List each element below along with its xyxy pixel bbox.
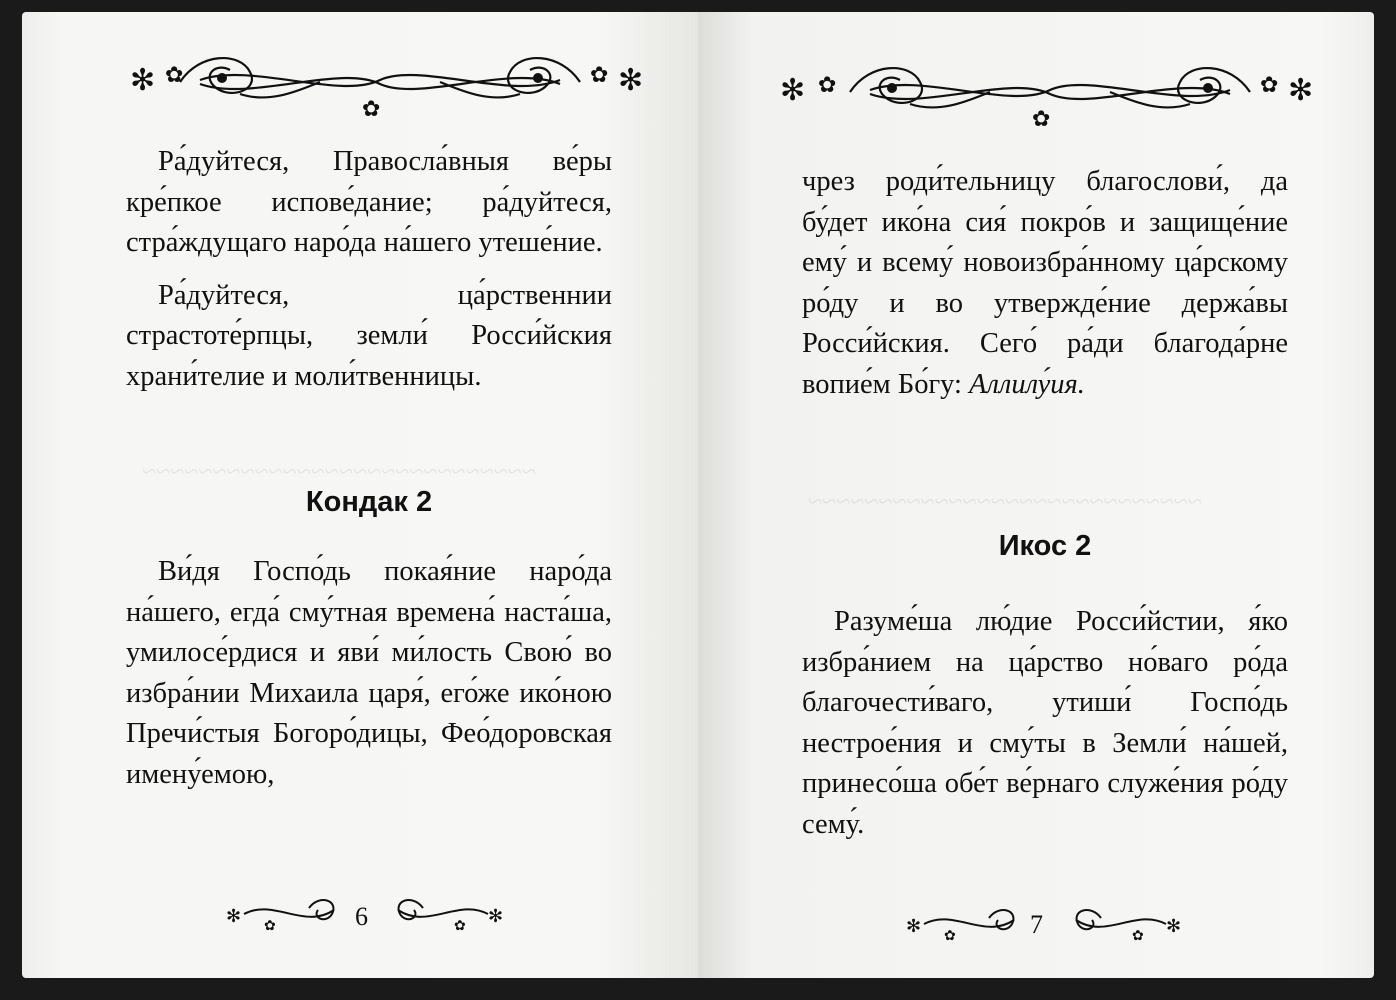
bleed-through-text: ~~~~~~~~~~~~~~~~~~~~~~~~~~~~ (142, 457, 536, 486)
left-paragraph-2: Ра́дуйтеся, ца́рственнии страстоте́рпцы, земли́ Росси́йския храни́телие и моли́твенницы. (126, 279, 612, 392)
svg-text:✿: ✿ (1132, 928, 1144, 944)
left-text-block-2 (126, 552, 612, 795)
left-paragraph-3: Ви́дя Госпо́дь покая́ние наро́да на́шего, егда́ сму́тная времена́ наста́ша, умилосе́рдися и яви́ ми́лость Свою́ во избра́нии Михаила царя́, его́же ико́ною Пречи́стыя Богоро́дицы, Фео́доровская имену́емою, (126, 556, 612, 790)
header-ornament-left (90, 42, 670, 122)
right-text-block-2 (802, 602, 1288, 845)
right-page-number: 7 (1030, 910, 1043, 939)
left-page (22, 12, 698, 978)
alleluia-text: Аллилу́ия. (969, 368, 1085, 400)
header-ornament-right (760, 52, 1340, 132)
svg-text:✿: ✿ (944, 928, 956, 944)
svg-text:✿: ✿ (454, 918, 466, 934)
right-paragraph-2: Разуме́ша лю́дие Росси́йстии, я́ко избра́нием на ца́рство но́ваго ро́да благочести́ваго, утиши́ Госпо́дь нестрое́ния и сму́ты в Земли́ на́шей, принесо́ша обе́т ве́рнаго служе́ния ро́ду сему́. (802, 606, 1288, 840)
bleed-through-text: ~~~~~~~~~~~~~~~~~~~~~~~~~~~~ (808, 487, 1202, 516)
svg-text:✻: ✻ (618, 63, 644, 98)
left-heading: Кондак 2 (305, 486, 433, 518)
left-page-number: 6 (355, 902, 368, 931)
footer-ornament-left-a (224, 890, 344, 934)
svg-text:✻: ✻ (780, 73, 806, 108)
svg-text:✿: ✿ (165, 63, 184, 88)
right-paragraph-1 (802, 162, 1288, 405)
svg-text:✻: ✻ (1166, 916, 1182, 937)
footer-ornament-right-a (904, 900, 1024, 944)
svg-text:✿: ✿ (590, 63, 609, 88)
left-text-block-1 (126, 142, 612, 397)
footer-ornament-left-b (388, 890, 508, 934)
svg-text:✿: ✿ (362, 97, 381, 122)
right-page (698, 12, 1374, 978)
right-paragraph-1-text: чрез роди́тельницу благослови́, да бу́дет ико́на сия́ покро́в и защище́ние ему́ и всему́ новоизбра́нному ца́рскому ро́ду и во утвержде́ние держа́вы Росси́йския. Сего́ ра́ди благода́рне вопие́м Бо́гу: (802, 166, 1288, 400)
svg-text:✻: ✻ (488, 906, 504, 927)
svg-text:✻: ✻ (130, 63, 156, 98)
svg-text:✿: ✿ (1260, 73, 1279, 98)
svg-text:✻: ✻ (226, 906, 242, 927)
svg-text:✿: ✿ (818, 73, 837, 98)
right-text-block-1 (802, 162, 1288, 405)
svg-text:✻: ✻ (906, 916, 922, 937)
svg-text:✿: ✿ (1032, 107, 1051, 132)
svg-text:✻: ✻ (1288, 73, 1314, 108)
svg-text:✿: ✿ (264, 918, 276, 934)
left-paragraph-1: Ра́дуйтеся, Правосла́вныя ве́ры кре́пкое испове́дание; ра́дуйтеся, стра́ждущаго наро́да на́шего утеше́ние. (126, 146, 612, 258)
right-heading: Икос 2 (998, 530, 1092, 562)
footer-ornament-right-b (1066, 900, 1186, 944)
